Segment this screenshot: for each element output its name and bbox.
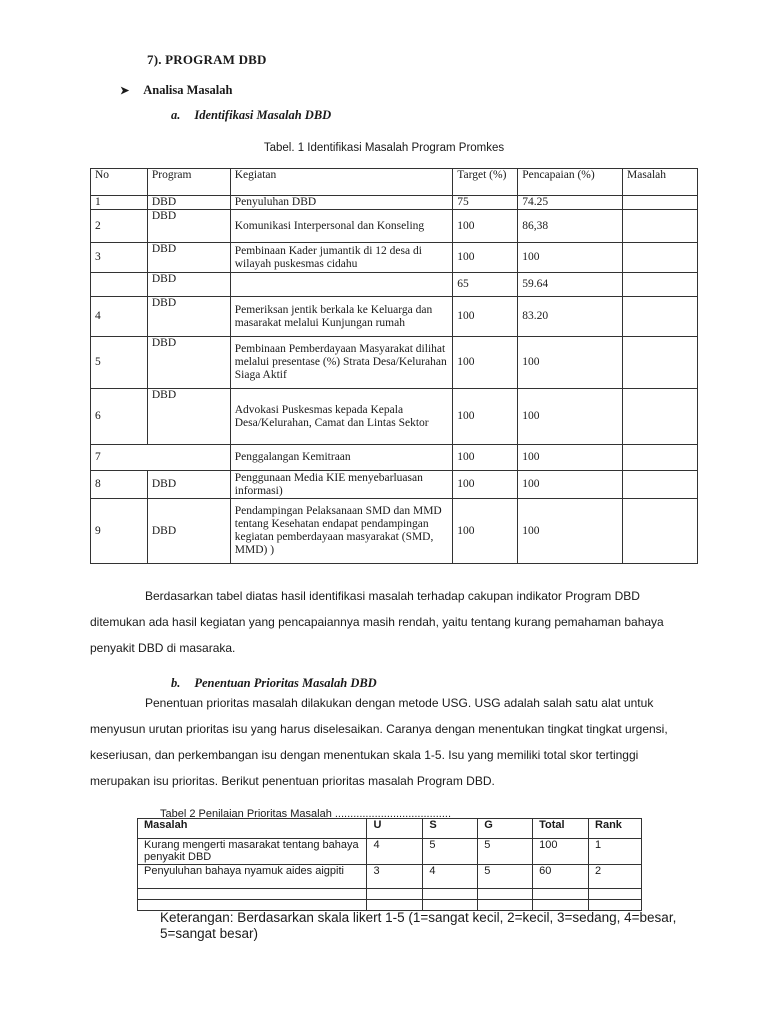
table-cell (623, 196, 698, 210)
subheading-b-label: b. (171, 676, 181, 690)
table-row (91, 196, 698, 210)
table-cell: 60 (533, 865, 589, 889)
table-cell (138, 889, 367, 900)
analisa-title: Analisa Masalah (143, 83, 233, 97)
table-cell: 100 (533, 839, 589, 865)
table-cell (589, 900, 642, 911)
table-cell: Pemeriksan jentik berkala ke Keluarga dan masarakat melalui Kunjungan rumah (230, 297, 453, 337)
table-cell: 8 (91, 471, 148, 499)
table-cell: 83.20 (518, 297, 623, 337)
table-cell: 5 (478, 839, 533, 865)
table-cell: 100 (453, 337, 518, 389)
header-cell: Rank (589, 819, 642, 839)
table-cell: 4 (367, 839, 423, 865)
table-cell (367, 889, 423, 900)
analisa-heading (120, 83, 232, 98)
table-cell: 100 (518, 471, 623, 499)
table-cell (533, 900, 589, 911)
table-cell (533, 889, 589, 900)
scale-note: Keterangan: Berdasarkan skala likert 1-5 (1=sangat kecil, 2=kecil, 3=sedang, 4=besar, 5=sangat besar) (160, 910, 677, 941)
table-cell: DBD (147, 499, 230, 564)
table-cell: DBD (147, 273, 230, 297)
table-cell: 100 (518, 243, 623, 273)
table-cell (623, 445, 698, 471)
table2-caption: Tabel 2 Penilaian Prioritas Masalah ...................................... (160, 808, 452, 820)
table-cell (589, 889, 642, 900)
table-cell (623, 499, 698, 564)
table-cell: 5 (478, 865, 533, 889)
table-cell: 100 (518, 445, 623, 471)
subheading-a-label: a. (171, 108, 181, 122)
header-cell: No (91, 169, 148, 196)
table-cell: 6 (91, 389, 148, 445)
table-cell (138, 900, 367, 911)
table-cell (423, 889, 478, 900)
header-cell: Total (533, 819, 589, 839)
arrow-bullet-icon: ➤ (120, 85, 130, 97)
table-cell: 4 (91, 297, 148, 337)
table-cell: Penggunaan Media KIE menyebarluasan informasi) (230, 471, 453, 499)
table-cell: 100 (518, 389, 623, 445)
table-cell: DBD (147, 471, 230, 499)
table-cell (423, 900, 478, 911)
subheading-b-title: Penentuan Prioritas Masalah DBD (194, 676, 377, 690)
table-cell: DBD (147, 196, 230, 210)
problem-identification-table (90, 168, 698, 564)
table-row (138, 865, 642, 889)
table-cell: 2 (589, 865, 642, 889)
table-row (138, 839, 642, 865)
table-row (91, 389, 698, 445)
table-row (91, 243, 698, 273)
header-cell: Masalah (623, 169, 698, 196)
usg-paragraph-text: Penentuan prioritas masalah dilakukan dengan metode USG. USG adalah salah satu alat untuk menyusun urutan prioritas isu yang harus diselesaikan. Caranya dengan menentukan tingkat tingkat urgensi, keseriusan, dan perkembangan isu dengan menentukan skala 1-5. Isu yang memiliki total skor tertinggi merupakan isu prioritas. Berikut penentuan prioritas masalah Program DBD. (90, 696, 668, 788)
table-cell: 74.25 (518, 196, 623, 210)
section-heading: 7). PROGRAM DBD (147, 52, 267, 67)
table-cell: Kurang mengerti masarakat tentang bahaya penyakit DBD (138, 839, 367, 865)
analysis-paragraph (90, 583, 690, 661)
table-cell: Penyuluhan DBD (230, 196, 453, 210)
table-cell: DBD (147, 337, 230, 389)
header-cell: G (478, 819, 533, 839)
table-cell: 9 (91, 499, 148, 564)
table-cell: 100 (518, 499, 623, 564)
table-cell (478, 889, 533, 900)
table-cell: 5 (91, 337, 148, 389)
table-cell: Pendampingan Pelaksanaan SMD dan MMD tentang Kesehatan endapat pendampingan kegiatan pemberdayaan masyarakat (SMD, MMD) ) (230, 499, 453, 564)
table-cell: 5 (423, 839, 478, 865)
table-row (91, 471, 698, 499)
table-cell: 100 (453, 499, 518, 564)
table-cell: 65 (453, 273, 518, 297)
table-cell (91, 273, 148, 297)
table-cell: 86,38 (518, 210, 623, 243)
table-cell: 1 (91, 196, 148, 210)
table-cell (230, 273, 453, 297)
table-row (138, 900, 642, 911)
table-cell: Pembinaan Kader jumantik di 12 desa di wilayah puskesmas cidahu (230, 243, 453, 273)
header-cell: Target (%) (453, 169, 518, 196)
subheading-a-title: Identifikasi Masalah DBD (194, 108, 332, 122)
table-row (91, 337, 698, 389)
subheading-a (171, 108, 331, 123)
table-cell: 59.64 (518, 273, 623, 297)
table-row (138, 889, 642, 900)
priority-scoring-table (137, 818, 642, 911)
table-row (91, 445, 698, 471)
table-cell: Pembinaan Pemberdayaan Masyarakat dilihat melalui presentase (%) Strata Desa/Kelurahan Siaga Aktif (230, 337, 453, 389)
table-cell: 1 (589, 839, 642, 865)
header-cell: U (367, 819, 423, 839)
table-cell: 3 (91, 243, 148, 273)
table-cell: 100 (518, 337, 623, 389)
table-cell: 100 (453, 210, 518, 243)
table-cell (623, 337, 698, 389)
header-cell: Kegiatan (230, 169, 453, 196)
table-cell (623, 273, 698, 297)
table1-caption: Tabel. 1 Identifikasi Masalah Program Promkes (263, 142, 505, 154)
table-cell: 100 (453, 445, 518, 471)
header-cell: Pencapaian (%) (518, 169, 623, 196)
table-cell (367, 900, 423, 911)
table-cell: 100 (453, 297, 518, 337)
table-cell: 100 (453, 471, 518, 499)
table-cell (623, 297, 698, 337)
table-cell: 3 (367, 865, 423, 889)
table-cell: DBD (147, 297, 230, 337)
table-row (91, 499, 698, 564)
header-cell: Masalah (138, 819, 367, 839)
header-cell: S (423, 819, 478, 839)
subheading-b (171, 676, 377, 691)
table-cell: Komunikasi Interpersonal dan Konseling (230, 210, 453, 243)
analysis-paragraph-text: Berdasarkan tabel diatas hasil identifikasi masalah terhadap cakupan indikator Program DBD ditemukan ada hasil kegiatan yang pencapaiannya masih rendah, yaitu tentang kurang pemahaman bahaya penyakit DBD di masaraka. (90, 589, 664, 655)
table-cell: Penggalangan Kemitraan (230, 445, 453, 471)
table-cell: DBD (147, 389, 230, 445)
table-header-row (138, 819, 642, 839)
table-cell: 75 (453, 196, 518, 210)
table-cell (623, 471, 698, 499)
table-cell: 7 (91, 445, 231, 471)
table-cell: Penyuluhan bahaya nyamuk aides aigpiti (138, 865, 367, 889)
table-cell: 100 (453, 243, 518, 273)
table-row (91, 297, 698, 337)
usg-paragraph (90, 690, 690, 794)
table-row (91, 273, 698, 297)
header-cell: Program (147, 169, 230, 196)
table-cell (623, 243, 698, 273)
table-cell: 2 (91, 210, 148, 243)
table-header-row (91, 169, 698, 196)
table-row (91, 210, 698, 243)
table-cell: 4 (423, 865, 478, 889)
table-cell: 100 (453, 389, 518, 445)
table-cell (623, 210, 698, 243)
table-cell (623, 389, 698, 445)
table-cell: Advokasi Puskesmas kepada Kepala Desa/Kelurahan, Camat dan Lintas Sektor (230, 389, 453, 445)
table-cell: DBD (147, 210, 230, 243)
table-cell: DBD (147, 243, 230, 273)
table-cell (478, 900, 533, 911)
